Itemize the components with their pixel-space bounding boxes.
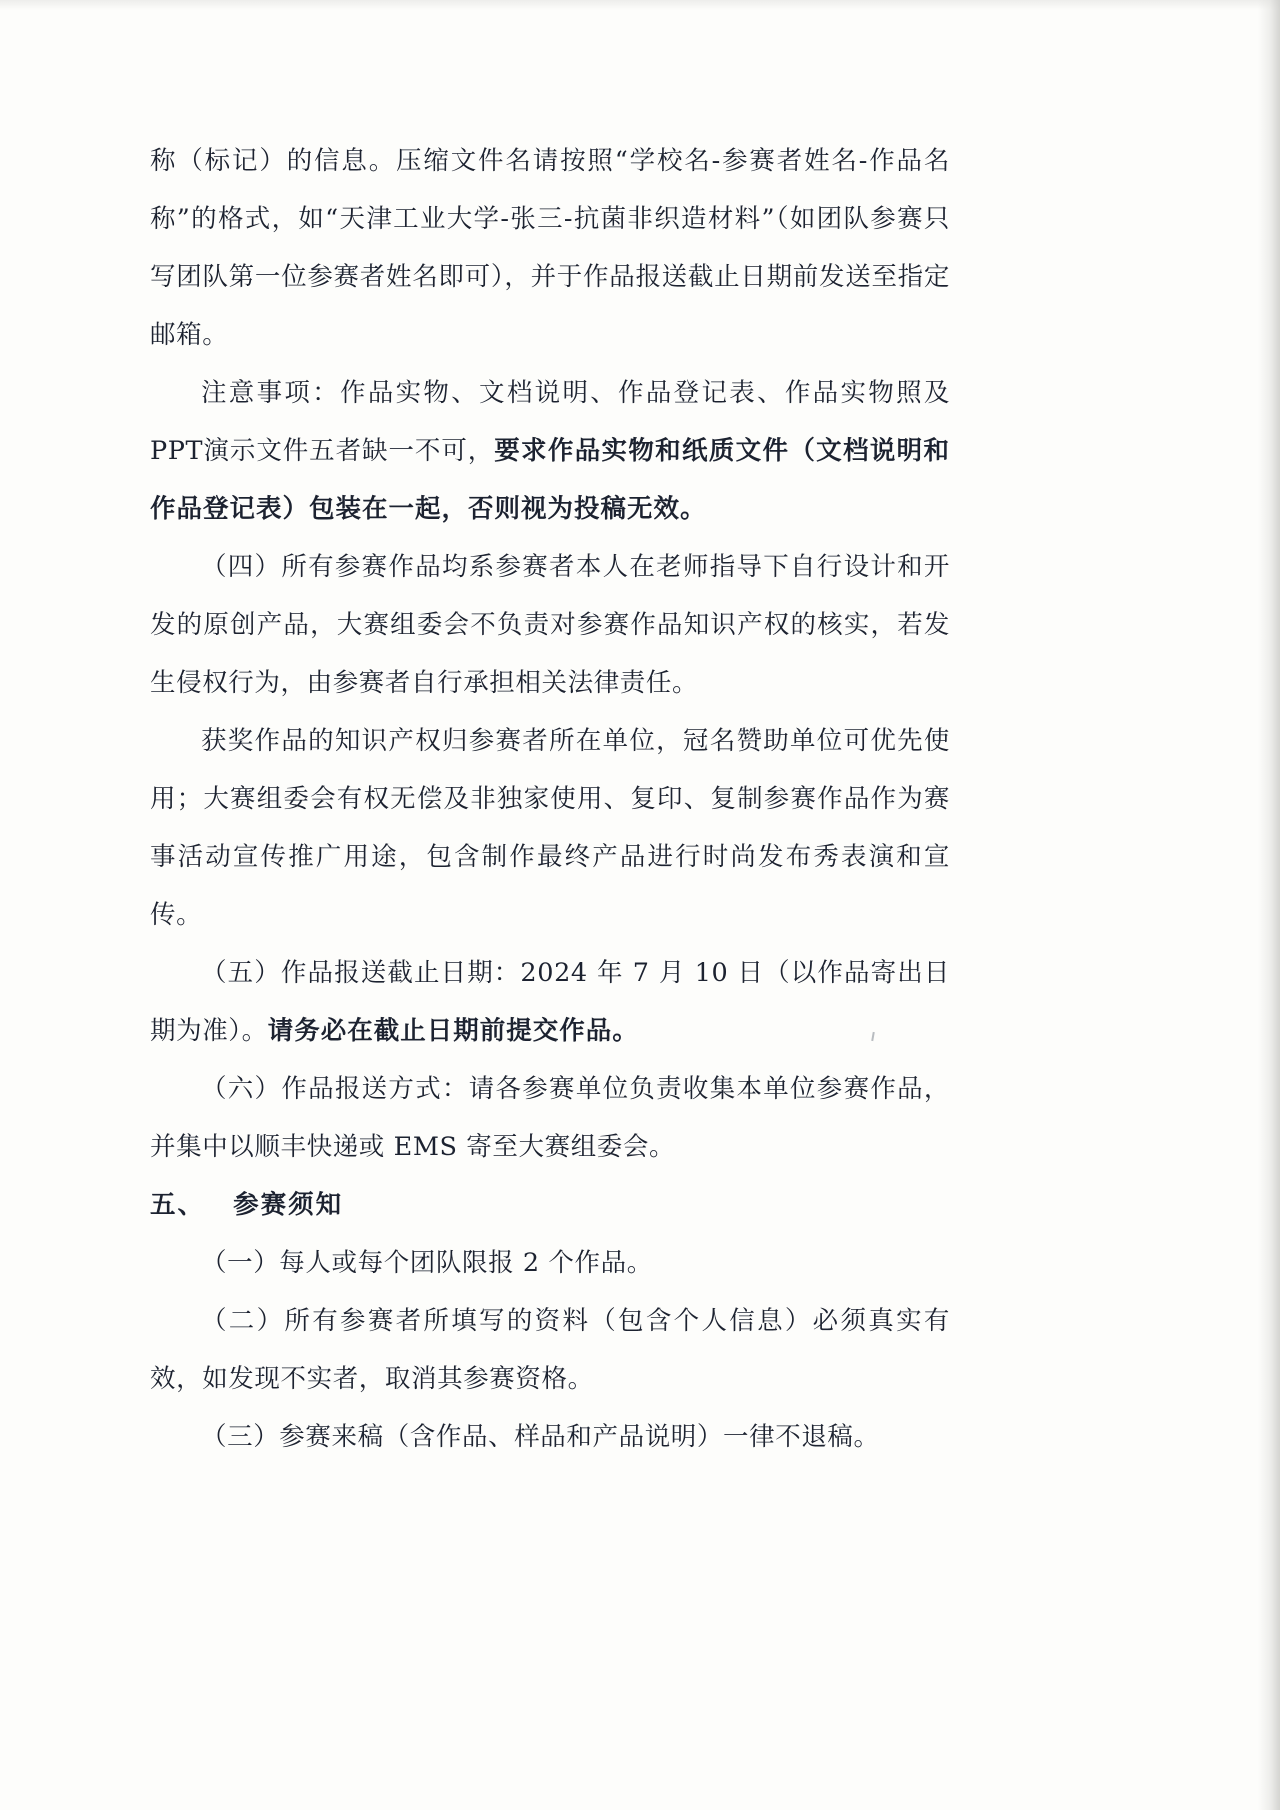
paragraph-text-bold: 要求作品实物和纸质文件（文档说明和作品登记表）包装在一起，否则视为投稿无效。 bbox=[150, 436, 950, 524]
paragraph-item-five bbox=[150, 944, 950, 1060]
document-body bbox=[150, 132, 950, 1466]
scan-edge-top bbox=[0, 0, 1280, 10]
notice-item-3 bbox=[150, 1408, 950, 1466]
notice-item-text: （二）所有参赛者所填写的资料（包含个人信息）必须真实有效，如发现不实者，取消其参赛资格。 bbox=[150, 1306, 950, 1394]
paragraph-ip-rights bbox=[150, 712, 950, 944]
paragraph-item-four bbox=[150, 538, 950, 712]
paragraph-text: 注意事项：作品实物、文档说明、作品登记表、作品实物照及PPT演示文件五者缺一不可， bbox=[150, 378, 950, 466]
paragraph-text: （四）所有参赛作品均系参赛者本人在老师指导下自行设计和开发的原创产品，大赛组委会不负责对参赛作品知识产权的核实，若发生侵权行为，由参赛者自行承担相关法律责任。 bbox=[150, 552, 950, 698]
paragraph-text: 称（标记）的信息。压缩文件名请按照“学校名-参赛者姓名-作品名称”的格式，如“天津工业大学-张三-抗菌非织造材料”（如团队参赛只写团队第一位参赛者姓名即可），并于作品报送截止日期前发送至指定邮箱。 bbox=[150, 146, 950, 350]
paragraph-text-bold: 请务必在截止日期前提交作品。 bbox=[267, 1016, 639, 1046]
scan-edge-right bbox=[1258, 0, 1280, 1810]
paragraph-text: （六）作品报送方式：请各参赛单位负责收集本单位参赛作品，并集中以顺丰快递或 EMS 寄至大赛组委会。 bbox=[150, 1074, 950, 1162]
paragraph-filename-rule bbox=[150, 132, 950, 364]
paragraph-text: （五）作品报送截止日期：2024 年 7 月 10 日（以作品寄出日期为准）。 bbox=[150, 958, 950, 1046]
notice-item-text: （一）每人或每个团队限报 2 个作品。 bbox=[201, 1248, 653, 1278]
notice-item-2 bbox=[150, 1292, 950, 1408]
notice-item-1 bbox=[150, 1234, 950, 1292]
section-heading-title: 参赛须知 bbox=[233, 1190, 344, 1220]
paragraph-text: 获奖作品的知识产权归参赛者所在单位，冠名赞助单位可优先使用；大赛组委会有权无偿及非独家使用、复印、复制参赛作品作为赛事活动宣传推广用途，包含制作最终产品进行时尚发布秀表演和宣传。 bbox=[150, 726, 950, 930]
paragraph-item-six bbox=[150, 1060, 950, 1176]
section-heading-number: 五、 bbox=[150, 1190, 206, 1220]
notice-item-text: （三）参赛来稿（含作品、样品和产品说明）一律不退稿。 bbox=[201, 1422, 880, 1452]
section-heading bbox=[150, 1176, 950, 1234]
paragraph-notice bbox=[150, 364, 950, 538]
